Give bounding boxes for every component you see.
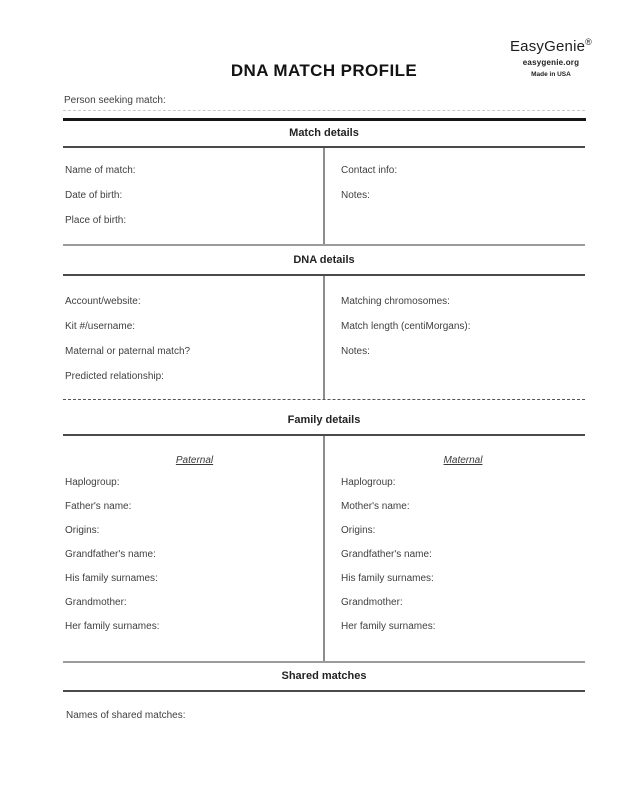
family-details-section xyxy=(63,436,585,661)
dna-details-right-column xyxy=(324,276,585,399)
match-details-left-column xyxy=(63,148,324,244)
field-label: Name of match: xyxy=(65,165,136,176)
made-in-label: Made in USA xyxy=(531,71,571,78)
field-label: Matching chromosomes: xyxy=(341,296,450,307)
shared-matches-label: Names of shared matches: xyxy=(66,710,186,721)
dna-details-section xyxy=(63,276,585,399)
field-label: Place of birth: xyxy=(65,215,127,226)
field-label: Grandfather's name: xyxy=(341,549,432,560)
match-details-right-column xyxy=(324,148,585,244)
field-label: Her family surnames: xyxy=(341,621,436,632)
maternal-column xyxy=(324,436,585,661)
dna-details-bottom-rule xyxy=(63,399,585,400)
paternal-column xyxy=(63,436,324,661)
paternal-column-title: Paternal xyxy=(175,455,214,466)
field-label: Maternal or paternal match? xyxy=(65,346,191,357)
field-label: Grandmother: xyxy=(341,597,403,608)
brand-website: easygenie.org xyxy=(522,58,580,67)
field-label: Father's name: xyxy=(65,501,132,512)
field-label: Origins: xyxy=(341,525,376,536)
field-label: His family surnames: xyxy=(341,573,434,584)
field-label: Haplogroup: xyxy=(341,477,396,488)
person-seeking-label: Person seeking match: xyxy=(64,95,166,106)
field-label: Grandfather's name: xyxy=(65,549,156,560)
brand-name xyxy=(510,37,592,55)
person-seeking-write-line xyxy=(63,110,585,111)
dna-details-left-column xyxy=(63,276,324,399)
field-label: Origins: xyxy=(65,525,100,536)
field-label: Contact info: xyxy=(341,165,398,176)
registered-mark: ® xyxy=(585,37,592,47)
field-label: Match length (centiMorgans): xyxy=(341,321,471,332)
field-label: Mother's name: xyxy=(341,501,410,512)
shared-matches-top-rule xyxy=(63,690,585,692)
brand-text: EasyGenie xyxy=(509,38,586,55)
field-label: Notes: xyxy=(341,346,370,357)
field-label: Haplogroup: xyxy=(65,477,120,488)
dna-details-column-divider xyxy=(323,276,325,399)
maternal-column-title: Maternal xyxy=(443,455,483,466)
shared-matches-header: Shared matches xyxy=(281,670,367,682)
field-label: Notes: xyxy=(341,190,370,201)
page-title: DNA MATCH PROFILE xyxy=(230,61,418,80)
field-label: Grandmother: xyxy=(65,597,127,608)
match-details-bottom-rule xyxy=(63,244,585,246)
dna-details-header: DNA details xyxy=(293,254,355,266)
field-label: Date of birth: xyxy=(65,190,123,201)
family-details-bottom-rule xyxy=(63,661,585,663)
match-details-header: Match details xyxy=(289,127,359,139)
field-label: His family surnames: xyxy=(65,573,158,584)
top-rule xyxy=(63,118,586,121)
match-details-section xyxy=(63,148,585,244)
field-label: Her family surnames: xyxy=(65,621,160,632)
field-label: Predicted relationship: xyxy=(65,371,164,382)
field-label: Account/website: xyxy=(65,296,141,307)
family-details-header: Family details xyxy=(287,414,361,426)
family-details-column-divider xyxy=(323,436,325,661)
field-label: Kit #/username: xyxy=(65,321,136,332)
match-details-column-divider xyxy=(323,148,325,244)
